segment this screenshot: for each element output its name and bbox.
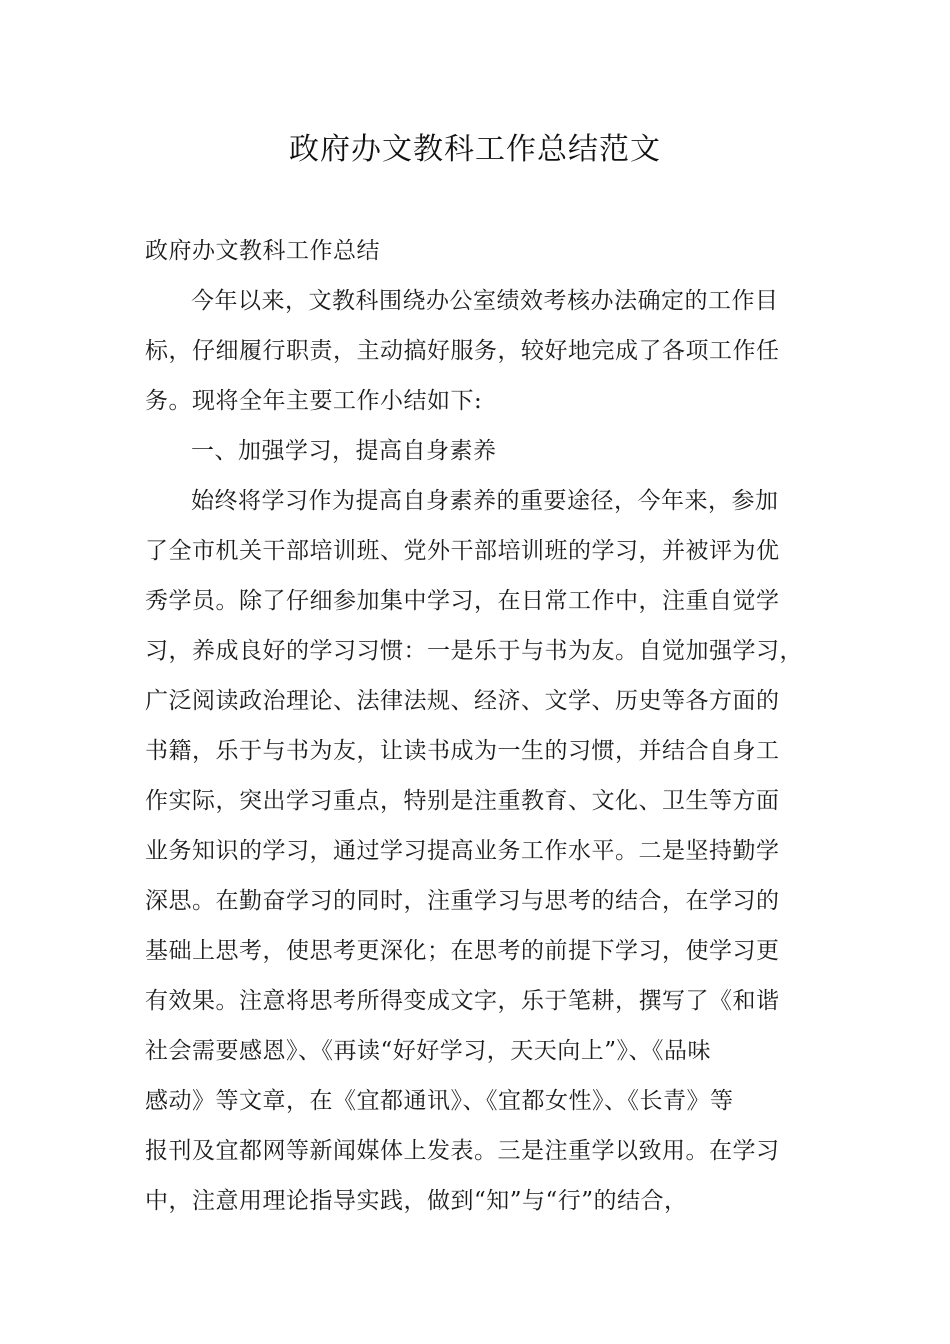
paragraph-line: 书籍，乐于与书为友，让读书成为一生的习惯，并结合自身工 [145,738,780,764]
paragraph-line: 了全市机关干部培训班、党外干部培训班的学习，并被评为优 [145,538,780,564]
paragraph-line: 报刊及宜都网等新闻媒体上发表。三是注重学以致用。在学习 [145,1138,780,1164]
paragraph-line: 习，养成良好的学习习惯：一是乐于与书为友。自觉加强学习， [145,638,803,664]
paragraph-line: 标，仔细履行职责，主动搞好服务，较好地完成了各项工作任 [145,338,780,364]
paragraph-line: 感动》等文章，在《宜都通讯》、《宜都女性》、《长青》等 [145,1088,734,1114]
paragraph-line: 中，注意用理论指导实践，做到“知”与“行”的结合， [145,1188,688,1214]
paragraph-line: 务。现将全年主要工作小结如下: [145,388,483,414]
paragraph-line: 有效果。注意将思考所得变成文字，乐于笔耕，撰写了《和谐 [145,988,780,1014]
paragraph-line: 业务知识的学习，通过学习提高业务工作水平。二是坚持勤学 [145,838,780,864]
paragraph-line: 作实际，突出学习重点，特别是注重教育、文化、卫生等方面 [145,788,780,814]
paragraph-line: 广泛阅读政治理论、法律法规、经济、文学、历史等各方面的 [145,688,780,714]
paragraph-line: 始终将学习作为提高自身素养的重要途径，今年来，参加 [191,488,779,514]
subtitle-line: 政府办文教科工作总结 [145,238,380,264]
paragraph-line: 基础上思考，使思考更深化；在思考的前提下学习，使学习更 [145,938,780,964]
paragraph-line: 今年以来，文教科围绕办公室绩效考核办法确定的工作目 [191,288,779,314]
paragraph-line: 深思。在勤奋学习的同时，注重学习与思考的结合，在学习的 [145,888,780,914]
paragraph-line: 社会需要感恩》、《再读“好好学习，天天向上”》、《品味 [145,1038,712,1064]
document-title: 政府办文教科工作总结范文 [289,132,661,167]
document-body [145,226,810,1226]
paragraph-line: 秀学员。除了仔细参加集中学习，在日常工作中，注重自觉学 [145,588,780,614]
section-heading: 一、加强学习，提高自身素养 [191,438,497,464]
